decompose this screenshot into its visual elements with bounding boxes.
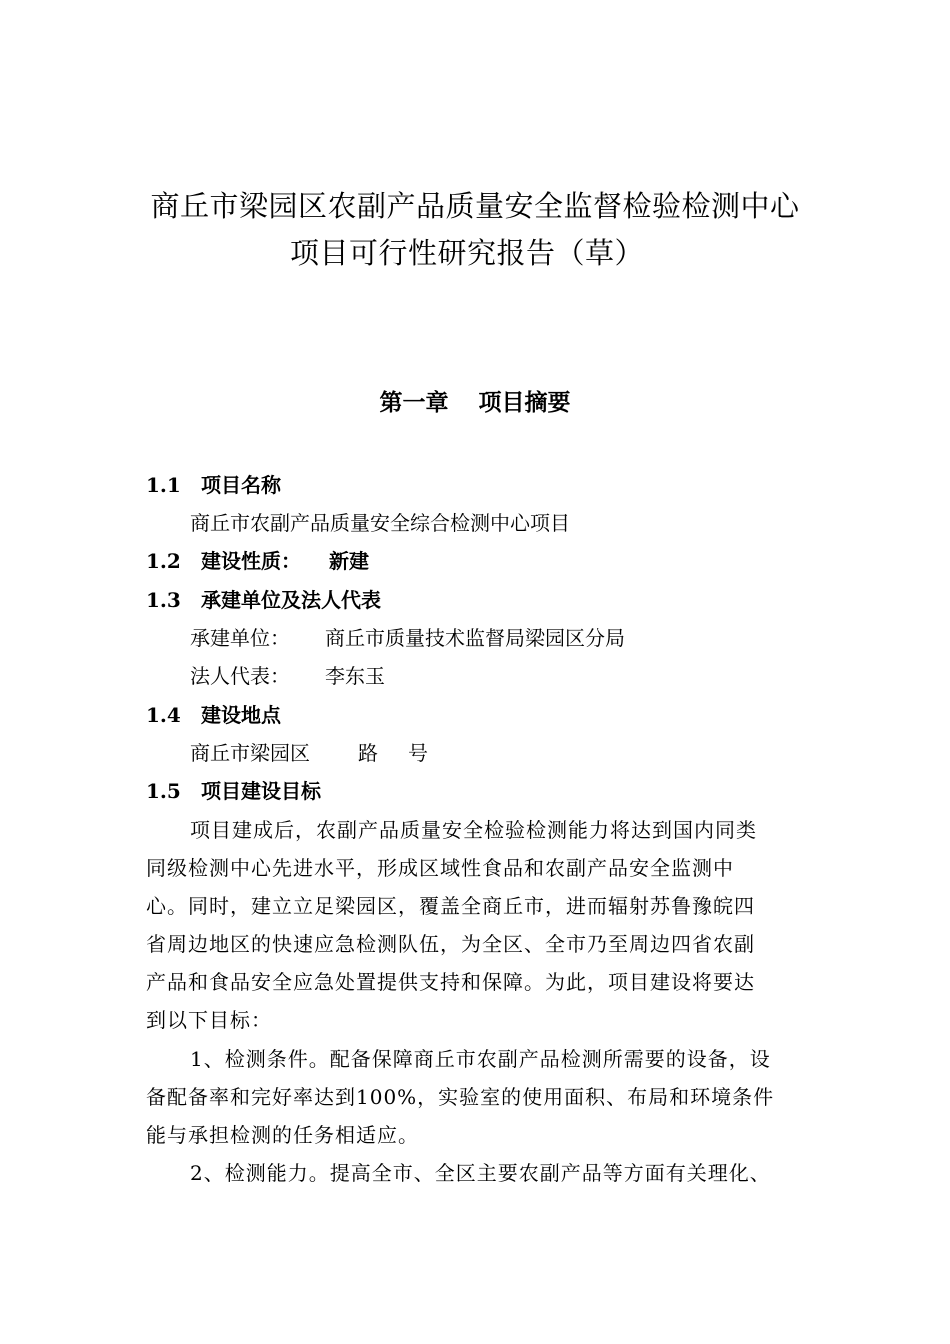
location-road: 路 [358, 741, 378, 765]
project-name-text: 商丘市农副产品质量安全综合检测中心项目 [190, 511, 570, 535]
contractor-label: 承建单位： [190, 626, 290, 650]
section-heading-1-5 [146, 778, 321, 804]
section-heading-1-1 [146, 472, 281, 498]
section-heading-1-3 [146, 587, 381, 613]
construction-type-value: 新建 [329, 549, 369, 573]
paragraph-line: 备配备率和完好率达到100%，实验室的使用面积、布局和环境条件 [146, 1085, 775, 1109]
section-title: 项目名称 [201, 473, 281, 497]
document-title-line-2: 项目可行性研究报告（草） [289, 236, 644, 270]
chapter-name: 项目摘要 [478, 390, 571, 416]
section-heading-1-2 [146, 548, 369, 574]
legal-rep-label: 法人代表： [190, 664, 290, 688]
paragraph-line: 产品和食品安全应急处置提供支持和保障。为此，项目建设将要达 [146, 970, 755, 994]
location-district: 商丘市梁园区 [190, 741, 310, 765]
paragraph-line: 省周边地区的快速应急检测队伍，为全区、全市乃至周边四省农副 [146, 932, 755, 956]
contractor-value: 商丘市质量技术监督局梁园区分局 [325, 626, 625, 650]
section-title: 承建单位及法人代表 [201, 588, 381, 612]
paragraph-line: 心。同时，建立立足梁园区，覆盖全商丘市，进而辐射苏鲁豫皖四 [146, 894, 755, 918]
chapter-number: 第一章 [379, 390, 449, 416]
paragraph-line: 同级检测中心先进水平，形成区域性食品和农副产品安全监测中 [146, 856, 734, 880]
section-number: 1.2 [146, 549, 181, 573]
section-heading-1-4 [146, 702, 281, 728]
contractor-row [190, 625, 625, 651]
section-number: 1.4 [146, 703, 181, 727]
paragraph-line: 项目建成后，农副产品质量安全检验检测能力将达到国内同类 [190, 818, 757, 842]
legal-rep-value: 李东玉 [325, 664, 385, 688]
location-text [190, 740, 428, 766]
paragraph-line: 2、检测能力。提高全市、全区主要农副产品等方面有关理化、 [190, 1161, 771, 1185]
document-title-line-1: 商丘市梁园区农副产品质量安全监督检验检测中心 [150, 189, 800, 223]
section-number: 1.3 [146, 588, 181, 612]
section-title: 建设地点 [201, 703, 281, 727]
paragraph-line: 到以下目标： [146, 1008, 272, 1032]
paragraph-line: 1、检测条件。配备保障商丘市农副产品检测所需要的设备，设 [190, 1047, 771, 1071]
location-number: 号 [408, 741, 428, 765]
section-number: 1.1 [146, 473, 181, 497]
section-title: 建设性质： [201, 549, 301, 573]
chapter-heading [0, 384, 950, 417]
section-title: 项目建设目标 [201, 779, 321, 803]
paragraph-line: 能与承担检测的任务相适应。 [146, 1123, 419, 1147]
legal-rep-row [190, 663, 385, 689]
section-number: 1.5 [146, 779, 181, 803]
